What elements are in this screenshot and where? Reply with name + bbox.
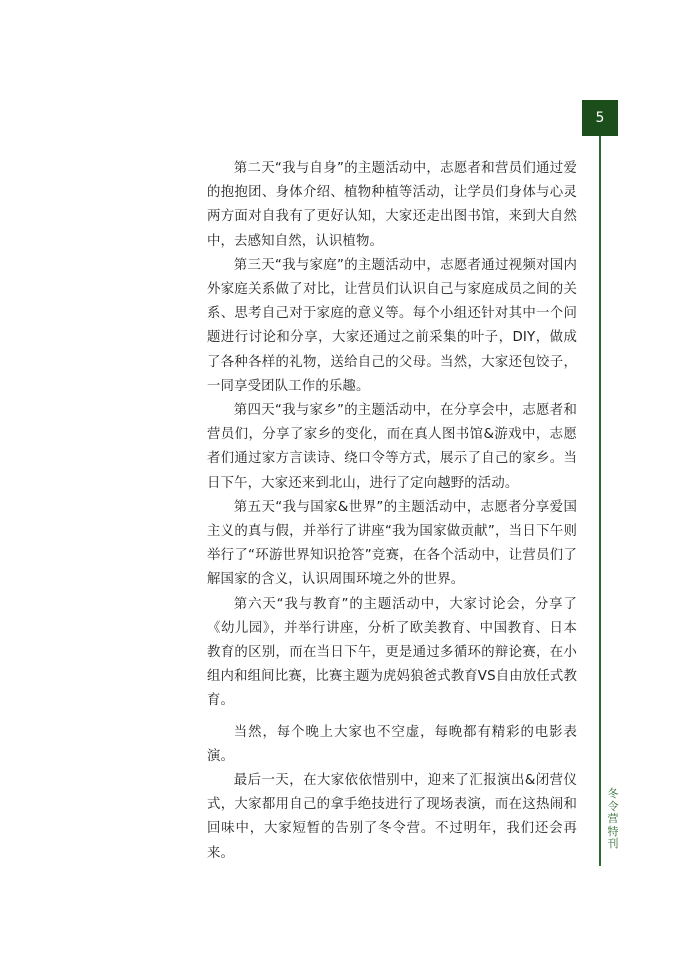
- paragraph-day-2: 第二天“我与自身”的主题活动中，志愿者和营员们通过爱的抱抱团、身体介绍、植物种植等活动，让学员们身体与心灵两方面对自我有了更好认知，大家还走出图书馆，来到大自然中，去感知自然，认识植物。: [207, 161, 577, 249]
- page-number: 5: [595, 110, 605, 126]
- article-body: [207, 157, 577, 866]
- paragraph-day-5: 第五天“我与国家&世界”的主题活动中，志愿者分享爱国主义的真与假，并举行了讲座“我为国家做贡献”，当日下午则举行了“环游世界知识抢答”竞赛，在各个活动中，让营员们了解国家的含义，认识周围环境之外的世界。: [207, 499, 577, 588]
- side-divider-line: [599, 136, 601, 866]
- paragraph-day-6: 第六天“我与教育”的主题活动中，大家讨论会，分享了《幼儿园》，并举行讲座，分析了欧美教育、中国教育、日本教育的区别，而在当日下午，更是通过多循环的辩论赛，在小组内和组间比赛，比赛主题为虎妈狼爸式教育VS自由放任式教育。: [207, 596, 578, 709]
- paragraph-day-3: 第三天“我与家庭”的主题活动中，志愿者通过视频对国内外家庭关系做了对比，让营员们认识自己与家庭成员之间的关系、思考自己对于家庭的意义等。每个小组还针对其中一个问题进行讨论和分享，大家还通过之前采集的叶子，DIY，做成了各种各样的礼物，送给自己的父母。当然，大家还包饺子，一同享受团队工作的乐趣。: [207, 257, 577, 394]
- paragraph-evenings: 当然，每个晚上大家也不空虚，每晚都有精彩的电影表演。: [207, 724, 577, 764]
- issue-label: 冬令营特刊: [607, 787, 619, 850]
- page-number-badge: [582, 100, 618, 136]
- paragraph-gap: [207, 714, 577, 721]
- paragraph-day-4: 第四天“我与家乡”的主题活动中，在分享会中，志愿者和营员们，分享了家乡的变化，而在真人图书馆&游戏中，志愿者们通过家方言读诗、绕口令等方式，展示了自己的家乡。当日下午，大家还来到北山，进行了定向越野的活动。: [207, 403, 577, 491]
- paragraph-final-day: 最后一天，在大家依依惜别中，迎来了汇报演出&闭营仪式，大家都用自己的拿手绝技进行了现场表演，而在这热闹和回味中，大家短暂的告别了冬令营。不过明年，我们还会再来。: [207, 773, 577, 861]
